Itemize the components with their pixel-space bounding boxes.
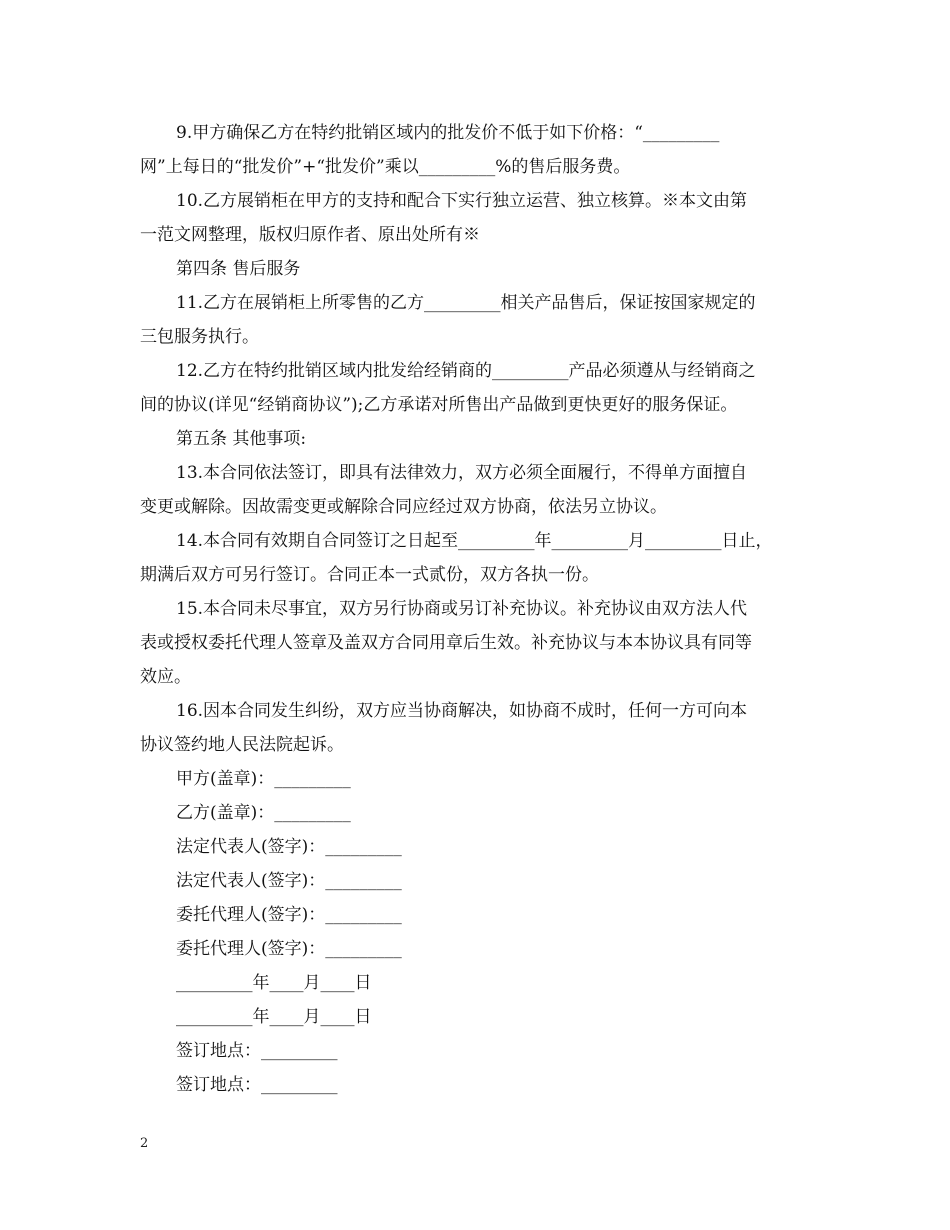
date-line: _________年____月____日 <box>176 1007 372 1027</box>
text-line: 变更或解除。因故需变更或解除合同应经过双方协商，依法另立协议。 <box>140 497 667 517</box>
page-number: 2 <box>140 1136 149 1151</box>
text-line: 网”上每日的“批发价”+“批发价”乘以_________%的售后服务费。 <box>140 157 631 177</box>
text-line: 16.因本合同发生纠纷，双方应当协商解决，如协商不成时，任何一方可向本 <box>176 701 748 721</box>
text-line: 10.乙方展销柜在甲方的支持和配合下实行独立运营、独立核算。※本文由第 <box>176 191 748 211</box>
signature-line: 甲方(盖章)：_________ <box>176 769 351 789</box>
text-line: 11.乙方在展销柜上所零售的乙方_________相关产品售后，保证按国家规定的 <box>176 293 756 313</box>
text-line: 14.本合同有效期自合同签订之日起至_________年_________月_________日止， <box>176 531 773 551</box>
text-line: 效应。 <box>140 667 191 687</box>
text-line: 三包服务执行。 <box>140 327 259 347</box>
text-line: 期满后双方可另行签订。合同正本一式贰份，双方各执一份。 <box>140 565 599 585</box>
signature-line: 委托代理人(签字)：_________ <box>176 939 402 959</box>
text-line: 12.乙方在特约批销区域内批发给经销商的_________产品必须遵从与经销商之 <box>176 361 756 381</box>
signature-line: 法定代表人(签字)：_________ <box>176 871 402 891</box>
section-heading: 第四条 售后服务 <box>176 259 301 279</box>
text-line: 15.本合同未尽事宜，双方另行协商或另订补充协议。补充协议由双方法人代 <box>176 599 748 619</box>
signature-line: 委托代理人(签字)：_________ <box>176 905 402 925</box>
text-line: 9.甲方确保乙方在特约批销区域内的批发价不低于如下价格：“_________ <box>176 123 720 143</box>
text-line: 表或授权委托代理人签章及盖双方合同用章后生效。补充协议与本本协议具有同等 <box>140 633 752 653</box>
document-body <box>140 116 820 1102</box>
signature-line: 乙方(盖章)：_________ <box>176 803 351 823</box>
section-heading: 第五条 其他事项: <box>176 429 307 449</box>
location-line: 签订地点：_________ <box>176 1075 338 1095</box>
signature-line: 法定代表人(签字)：_________ <box>176 837 402 857</box>
text-line: 协议签约地人民法院起诉。 <box>140 735 344 755</box>
location-line: 签订地点：_________ <box>176 1041 338 1061</box>
text-line: 一范文网整理，版权归原作者、原出处所有※ <box>140 225 480 245</box>
text-line: 13.本合同依法签订，即具有法律效力，双方必须全面履行，不得单方面擅自 <box>176 463 748 483</box>
date-line: _________年____月____日 <box>176 973 372 993</box>
text-line: 间的协议(详见“经销商协议”);乙方承诺对所售出产品做到更快更好的服务保证。 <box>140 395 738 415</box>
